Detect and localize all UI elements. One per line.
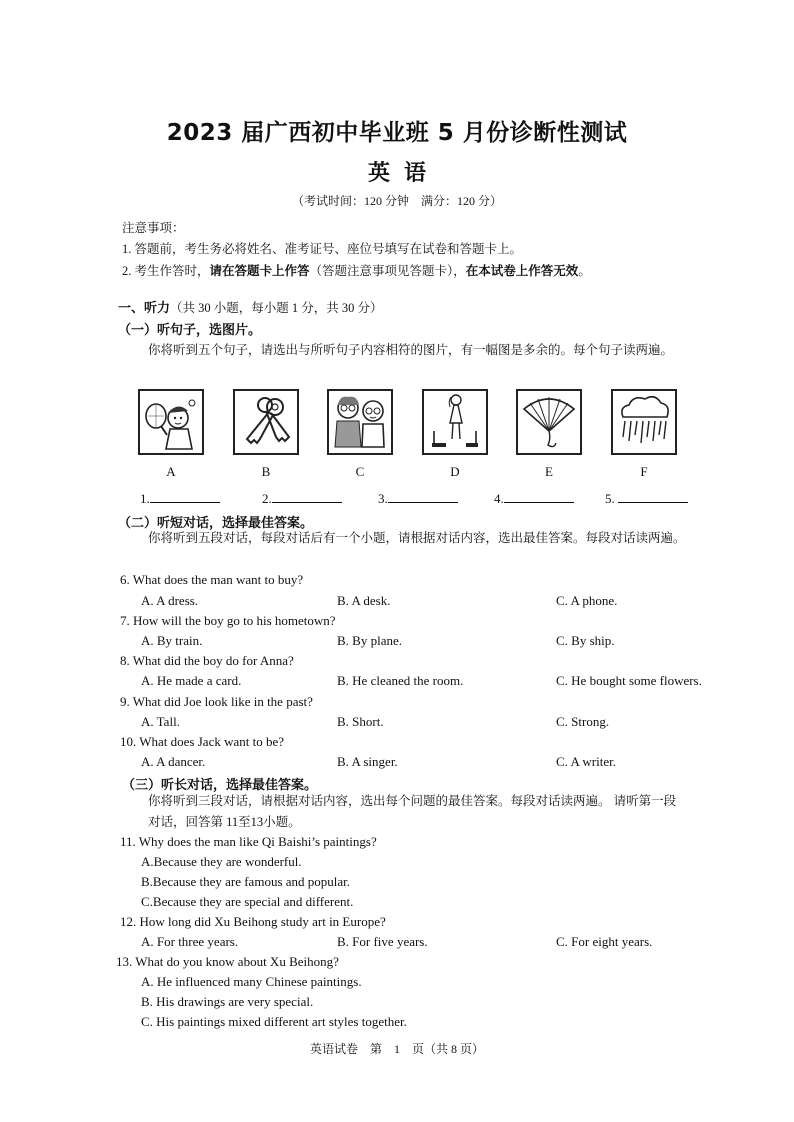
note-item-2 (122, 261, 591, 279)
girl-standing-icon (424, 391, 486, 453)
answer-blank-1[interactable] (140, 490, 220, 507)
q6-option-b[interactable]: B. A desk. (337, 593, 391, 608)
q7-option-c[interactable]: C. By ship. (556, 633, 615, 648)
answer-blank-3[interactable] (378, 490, 458, 507)
q12-option-c[interactable]: C. For eight years. (556, 934, 653, 949)
q11-option-c[interactable]: C.Because they are special and different. (141, 894, 354, 909)
answer-blank-4[interactable] (494, 490, 574, 507)
answer-line (504, 490, 574, 503)
answer-blank-2-number: 2. (262, 491, 272, 506)
exam-title: 2023 届广西初中毕业班 5 月份诊断性测试 (166, 120, 628, 146)
question-13: 13. What do you know about Xu Beihong? (116, 954, 339, 969)
question-9: 9. What did Joe look like in the past? (120, 694, 313, 709)
part1-title (118, 297, 383, 316)
q12-option-b[interactable]: B. For five years. (337, 934, 428, 949)
q13-option-c[interactable]: C. His paintings mixed different art styles together. (141, 1014, 407, 1029)
picture-f-label: F (640, 464, 648, 479)
q6-option-a[interactable]: A. A dress. (141, 593, 199, 608)
exam-info: （考试时间：120 分钟 满分：120 分） (291, 194, 502, 208)
part1-title-text: 一、听力 (118, 301, 171, 316)
picture-d-label: D (450, 464, 460, 479)
question-6: 6. What does the man want to buy? (120, 572, 304, 587)
question-11: 11. Why does the man like Qi Baishi’s paintings? (120, 834, 377, 849)
q7-option-b[interactable]: B. By plane. (337, 633, 402, 648)
q13-option-a[interactable]: A. He influenced many Chinese paintings. (141, 974, 362, 989)
rain-cloud-icon (613, 391, 675, 453)
question-10: 10. What does Jack want to be? (120, 734, 285, 749)
answer-line (150, 490, 220, 503)
answer-blank-2[interactable] (262, 490, 342, 507)
subject-title: 英语 (367, 161, 440, 186)
q13-option-b[interactable]: B. His drawings are very special. (141, 994, 314, 1009)
answer-line (618, 490, 688, 503)
answer-blank-5[interactable] (605, 490, 688, 507)
section3-instructions: 你将听到三段对话，请根据对话内容，选出每个问题的最佳答案。每段对话读两遍。 请听第一段对话，回答第 11至13小题。 (148, 794, 677, 829)
notes-title: 注意事项： (122, 221, 185, 235)
q8-option-b[interactable]: B. He cleaned the room. (337, 673, 464, 688)
picture-e (516, 389, 582, 455)
note-item-2-bold2: 在本试卷上作答无效 (465, 264, 579, 278)
elderly-couple-icon (329, 391, 391, 453)
answer-line (388, 490, 458, 503)
question-12: 12. How long did Xu Beihong study art in Europe? (120, 914, 386, 929)
answer-blank-4-number: 4. (494, 491, 504, 506)
picture-b-label: B (261, 464, 271, 479)
q9-option-c[interactable]: C. Strong. (556, 714, 610, 729)
picture-a (138, 389, 204, 455)
q11-option-a[interactable]: A.Because they are wonderful. (141, 854, 302, 869)
q11-option-b[interactable]: B.Because they are famous and popular. (141, 874, 351, 889)
page-footer: 英语试卷 第 1 页（共 8 页） (309, 1042, 484, 1056)
note-item-1: 1. 答题前，考生务必将姓名、准考证号、座位号填写在试卷和答题卡上。 (122, 242, 523, 256)
section3-title: （三）听长对话，选择最佳答案。 (122, 778, 318, 793)
fan-icon (518, 391, 580, 453)
q10-option-b[interactable]: B. A singer. (337, 754, 398, 769)
question-8: 8. What did the boy do for Anna? (120, 653, 294, 668)
q10-option-a[interactable]: A. A dancer. (141, 754, 206, 769)
section1-title: （一）听句子，选图片。 (118, 323, 262, 338)
q6-option-c[interactable]: C. A phone. (556, 593, 618, 608)
section2-title: （二）听短对话，选择最佳答案。 (118, 516, 314, 531)
note-item-2-bold1: 请在答题卡上作答 (209, 264, 310, 278)
note-item-2-end: 。 (578, 264, 591, 278)
picture-b (233, 389, 299, 455)
q10-option-c[interactable]: C. A writer. (556, 754, 616, 769)
q7-option-a[interactable]: A. By train. (141, 633, 203, 648)
answer-blank-3-number: 3. (378, 491, 388, 506)
section2-instructions: 你将听到五段对话，每段对话后有一个小题，请根据对话内容，选出最佳答案。每段对话读两遍。 (148, 531, 686, 545)
picture-a-label: A (166, 464, 176, 479)
note-item-2-pre: 2. 考生作答时， (122, 264, 210, 278)
note-item-2-mid: （答题注意事项见答题卡）， (309, 264, 466, 278)
question-7: 7. How will the boy go to his hometown? (120, 613, 336, 628)
q8-option-a[interactable]: A. He made a card. (141, 673, 242, 688)
picture-e-label: E (545, 464, 553, 479)
picture-c (327, 389, 393, 455)
answer-blank-1-number: 1. (140, 491, 150, 506)
part1-title-detail: （共 30 小题，每小题 1 分，共 30 分） (170, 301, 383, 315)
q9-option-a[interactable]: A. Tall. (141, 714, 180, 729)
picture-d (422, 389, 488, 455)
picture-c-label: C (355, 464, 365, 479)
q9-option-b[interactable]: B. Short. (337, 714, 384, 729)
section1-instructions: 你将听到五个句子，请选出与所听句子内容相符的图片，有一幅图是多余的。每个句子读两遍。 (148, 343, 674, 357)
q8-option-c[interactable]: C. He bought some flowers. (556, 673, 702, 688)
answer-line (272, 490, 342, 503)
q12-option-a[interactable]: A. For three years. (141, 934, 239, 949)
keys-icon (235, 391, 297, 453)
answer-blank-5-number: 5. (605, 491, 615, 506)
tennis-player-icon (140, 391, 202, 453)
picture-f (611, 389, 677, 455)
